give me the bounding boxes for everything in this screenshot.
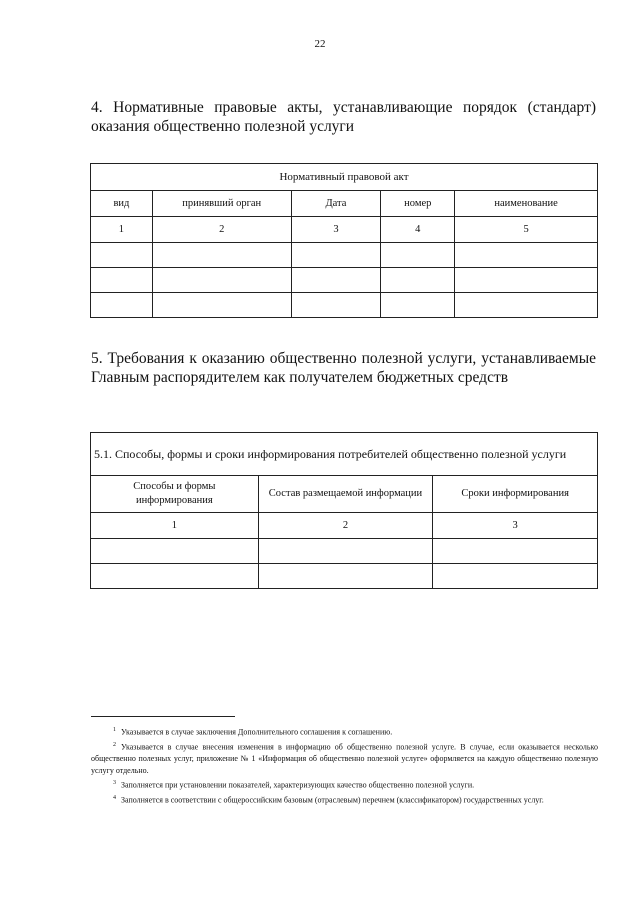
empty-cell (291, 268, 381, 293)
empty-cell (455, 268, 598, 293)
empty-cell (381, 243, 455, 268)
table-row (91, 268, 598, 293)
empty-cell (258, 564, 433, 589)
column-number: 2 (152, 217, 291, 243)
column-number: 3 (433, 513, 598, 539)
empty-cell (258, 539, 433, 564)
table-row (91, 293, 598, 318)
footnote-mark: 4 (113, 795, 116, 802)
footnote (91, 793, 598, 806)
table-caption: Нормативный правовой акт (91, 164, 598, 191)
footnote-mark: 2 (113, 742, 116, 749)
section-5-heading: 5. Требования к оказанию общественно полезной услуги, устанавливаемые Главным распорядителем как получателем бюджетных средств (91, 350, 596, 386)
empty-cell (152, 268, 291, 293)
column-number: 1 (91, 513, 259, 539)
empty-cell (433, 564, 598, 589)
empty-cell (291, 243, 381, 268)
column-header-date: Дата (291, 191, 381, 217)
footnote-separator (91, 716, 235, 717)
footnotes (91, 725, 598, 809)
table-caption: 5.1. Способы, формы и сроки информирования потребителей общественно полезной услуги (91, 433, 598, 476)
empty-cell (91, 293, 153, 318)
empty-cell (152, 293, 291, 318)
table-row (91, 564, 598, 589)
column-number: 2 (258, 513, 433, 539)
empty-cell (291, 293, 381, 318)
column-header-methods: Способы и формы информирования (91, 476, 259, 513)
empty-cell (91, 539, 259, 564)
empty-cell (381, 293, 455, 318)
table-row (91, 243, 598, 268)
footnote (91, 778, 598, 791)
empty-cell (152, 243, 291, 268)
empty-cell (455, 243, 598, 268)
column-header-number: номер (381, 191, 455, 217)
column-header-issuing-body: принявший орган (152, 191, 291, 217)
informing-methods-table (90, 432, 598, 589)
empty-cell (381, 268, 455, 293)
empty-cell (455, 293, 598, 318)
empty-cell (91, 564, 259, 589)
empty-cell (91, 268, 153, 293)
empty-cell (433, 539, 598, 564)
column-number: 5 (455, 217, 598, 243)
footnote (91, 740, 598, 776)
footnote (91, 725, 598, 738)
normative-acts-table (90, 163, 598, 318)
footnote-text: Указывается в случае внесения изменения в информацию об общественно полезной услуге. В случае, если оказывается несколько общественно полезных услуг, приложение № 1 «Информация об общественно полезной услуге» оформляется на каждую общественно полезную услугу отдельно. (91, 742, 598, 775)
footnote-text: Заполняется в соответствии с общероссийским базовым (отраслевым) перечнем (классификатором) государственных услуг. (121, 796, 544, 806)
column-header-content: Состав размещаемой информации (258, 476, 433, 513)
section-4-heading: 4. Нормативные правовые акты, устанавливающие порядок (стандарт) оказания общественно полезной услуги (91, 99, 596, 135)
footnote-text: Заполняется при установлении показателей, характеризующих качество общественно полезной услуги. (121, 780, 475, 790)
column-number: 3 (291, 217, 381, 243)
page-number: 22 (314, 38, 326, 50)
table-row (91, 539, 598, 564)
column-header-terms: Сроки информирования (433, 476, 598, 513)
empty-cell (91, 243, 153, 268)
column-number: 4 (381, 217, 455, 243)
column-header-type: вид (91, 191, 153, 217)
footnote-text: Указывается в случае заключения Дополнительного соглашения к соглашению. (121, 727, 393, 737)
column-header-name: наименование (455, 191, 598, 217)
footnote-mark: 3 (113, 780, 116, 787)
column-number: 1 (91, 217, 153, 243)
footnote-mark: 1 (113, 727, 116, 733)
